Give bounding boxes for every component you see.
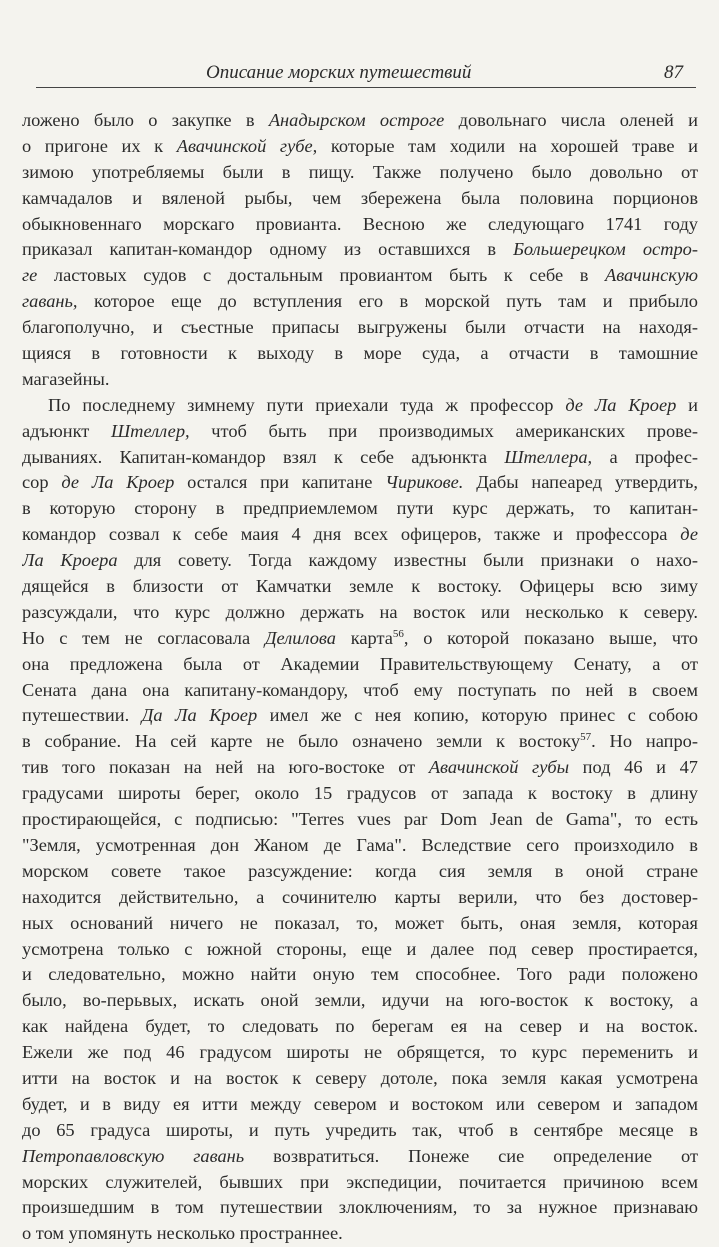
italic-name: Авачинскую <box>604 265 698 286</box>
running-title: Описание морских путешествий <box>206 62 472 83</box>
text-line <box>22 1170 698 1196</box>
italic-name: де Ла Кроер <box>61 472 175 493</box>
text-line <box>22 1144 698 1170</box>
text-run: По последнему зимнему пути приехали туда ж профессор <box>48 394 566 415</box>
italic-name: Анадырском остроге <box>268 110 445 130</box>
italic-name: Петропавловскую гавань <box>22 1145 245 1166</box>
text-run: приказал капитан-командор одному из оставшихся в <box>22 239 514 260</box>
text-run: произшедшим в том путешествии злоключениям, то за нужное признаваю <box>22 1197 698 1218</box>
text-run: под 46 и 47 <box>569 757 698 778</box>
text-line <box>22 186 698 212</box>
text-line <box>22 1066 698 1092</box>
text-line <box>22 833 698 859</box>
text-run: Но с тем не согласовала <box>22 627 265 648</box>
text-line <box>22 315 698 341</box>
text-line <box>22 600 698 626</box>
header-rule <box>36 87 696 88</box>
text-run: находится действительно, а сочинителю карты верили, что без достовер- <box>22 886 698 907</box>
text-run: ложено было о закупке в <box>22 110 269 130</box>
text-run: о пригоне их к <box>22 135 177 156</box>
text-run: командор созвал к себе маия 4 дня всех офицеров, также и профессора <box>22 524 681 545</box>
text-line <box>22 470 698 496</box>
text-run: ных оснований ничего не показал, то, может быть, оная земля, которая <box>22 912 698 933</box>
text-line <box>22 703 698 729</box>
text-run: тив того показан на ней на юго-востоке от <box>22 757 429 778</box>
italic-name: Штеллер, <box>111 420 190 441</box>
text-run: дываниях. Капитан-командор взял к себе адъюнкта <box>22 446 505 467</box>
text-line <box>22 496 698 522</box>
text-line <box>22 289 698 315</box>
text-run: она предложена была от Академии Правительствующему Сенату, а от <box>22 653 698 674</box>
text-run: до 65 градуса широты, и путь учредить так, чтоб в сентябре месяце в <box>22 1119 698 1140</box>
text-run: и следовательно, можно найти оную тем способнее. Того ради положено <box>22 964 698 985</box>
running-header <box>18 60 701 90</box>
text-line <box>22 781 698 807</box>
text-run: путешествии. <box>22 705 142 726</box>
text-line <box>22 988 698 1014</box>
text-line <box>22 729 698 755</box>
text-line <box>22 1092 698 1118</box>
italic-name: ге <box>22 265 38 286</box>
text-run: остался при капитане <box>174 472 386 493</box>
text-line <box>22 626 698 652</box>
text-run: и <box>676 394 698 415</box>
text-run: адъюнкт <box>22 420 111 441</box>
text-line <box>22 367 698 393</box>
text-line <box>22 574 698 600</box>
text-run: Ежели же под 46 градусом широты не обрящется, то курс переменить и <box>22 1042 698 1063</box>
text-run: Сената дана она капитану-командору, чтоб ему поступать по ней в своем <box>22 679 698 700</box>
text-run: , о которой показано выше, что <box>403 627 698 648</box>
text-line <box>22 212 698 238</box>
text-line <box>22 134 698 160</box>
text-run: карта <box>335 627 393 648</box>
text-line <box>22 522 698 548</box>
text-run: как найдена будет, то следовать по берегам ея на север и на восток. <box>22 1016 698 1037</box>
text-line <box>22 341 698 367</box>
text-run: дящейся в близости от Камчатки земле к востоку. Офицеры всю зиму <box>22 576 698 597</box>
text-line <box>22 419 698 445</box>
text-run: итти на восток и на восток к северу дотоле, пока земля какая усмотрена <box>22 1067 698 1088</box>
italic-name: Большерецком остро- <box>513 239 698 260</box>
text-line <box>22 237 698 263</box>
text-run: простирающейся, с подписью: "Terres vues par Dom Jean de Gama", то есть <box>22 809 698 830</box>
text-run: щияся в готовности к выходу в море суда, а отчасти в тамошние <box>22 343 698 364</box>
footnote-ref: 57 <box>580 731 592 744</box>
italic-name: Штеллера, <box>504 446 593 467</box>
text-run: ластовых судов с достальным провиантом быть к себе в <box>37 265 605 286</box>
text-line <box>22 652 698 678</box>
text-line <box>22 1195 698 1221</box>
text-line <box>22 1118 698 1144</box>
text-run: будет, и в виду ея итти между севером и востоком или севером и западом <box>22 1093 698 1114</box>
text-run: для совету. Тогда каждому известны были признаки о нахо- <box>117 550 698 571</box>
italic-name: Да Ла Кроер <box>141 705 258 726</box>
text-run: . Но напро- <box>591 731 698 752</box>
text-line <box>22 263 698 289</box>
italic-name: де Ла Кроер <box>565 394 677 415</box>
text-run: морском совете такое разсуждение: когда сия земля в оной стране <box>22 860 698 881</box>
text-run: Дабы напеаред утвердить, <box>463 472 698 493</box>
text-line <box>22 548 698 574</box>
text-run: имел же с нея копию, которую принес с собою <box>257 705 698 726</box>
text-run: морских служителей, бывших при экспедиции, почитается причиною всем <box>22 1171 698 1192</box>
page-text <box>22 108 698 1247</box>
text-line <box>22 807 698 833</box>
text-run: градусами широты берег, около 15 градусов от запада к востоку в длину <box>22 783 698 804</box>
italic-name: де <box>680 524 698 545</box>
italic-name: Чирикове. <box>385 472 464 493</box>
text-run: которое еще до вступления его в морской путь там и прибыло <box>77 291 698 312</box>
text-run: благополучно, и съестные припасы выгружены были отчасти на находя- <box>22 317 698 338</box>
text-line <box>22 962 698 988</box>
text-line <box>22 1221 698 1247</box>
italic-name: Авачинской губе, <box>176 135 318 156</box>
text-run: сор <box>22 472 62 493</box>
text-line <box>22 393 698 419</box>
text-run: камчадалов и вяленой рыбы, чем збережена была половина порционов <box>22 187 698 208</box>
text-line <box>22 755 698 781</box>
footnote-ref: 56 <box>392 627 404 640</box>
text-run: о том упомянуть несколько пространнее. <box>22 1223 343 1244</box>
text-line <box>22 1040 698 1066</box>
text-line <box>22 160 698 186</box>
text-line <box>22 108 698 134</box>
text-run: магазейны. <box>22 368 110 389</box>
text-run: которые там ходили на хорошей траве и <box>317 135 698 156</box>
page-number: 87 <box>664 62 683 83</box>
text-run: чтоб быть при производимых американских прове- <box>189 420 698 441</box>
text-line <box>22 911 698 937</box>
text-run: в которую сторону в предприемлемом пути курс держать, то капитан- <box>22 498 698 519</box>
italic-name: Ла Кроера <box>22 550 118 571</box>
text-run: усмотрена только с южной стороны, еще и далее под север простирается, <box>22 938 698 959</box>
text-run: обыкновеннаго морскаго провианта. Весною же следующаго 1741 году <box>22 213 698 234</box>
text-line <box>22 678 698 704</box>
italic-name: гавань, <box>22 291 78 312</box>
text-line <box>22 1014 698 1040</box>
text-run: а профес- <box>592 446 698 467</box>
text-run: довольнаго числа оленей и <box>444 110 698 130</box>
text-run: возвратиться. Понеже сие определение от <box>244 1145 698 1166</box>
italic-name: Авачинской губы <box>428 757 570 778</box>
text-run: зимою употребляемы были в пищу. Также получено было довольно от <box>22 161 698 182</box>
text-line <box>22 937 698 963</box>
text-run: разсуждали, что курс должно держать на восток или несколько к северу. <box>22 601 698 622</box>
text-line <box>22 859 698 885</box>
italic-name: Делилова <box>264 627 336 648</box>
text-run: в собрание. На сей карте не было означено земли к востоку <box>22 731 581 752</box>
text-run: было, во-перьвых, искать оной земли, идучи на юго-восток к востоку, а <box>22 990 698 1011</box>
text-line <box>22 445 698 471</box>
text-line <box>22 885 698 911</box>
text-run: "Земля, усмотренная дон Жаном де Гама". Вследствие сего произходило в <box>22 834 698 855</box>
